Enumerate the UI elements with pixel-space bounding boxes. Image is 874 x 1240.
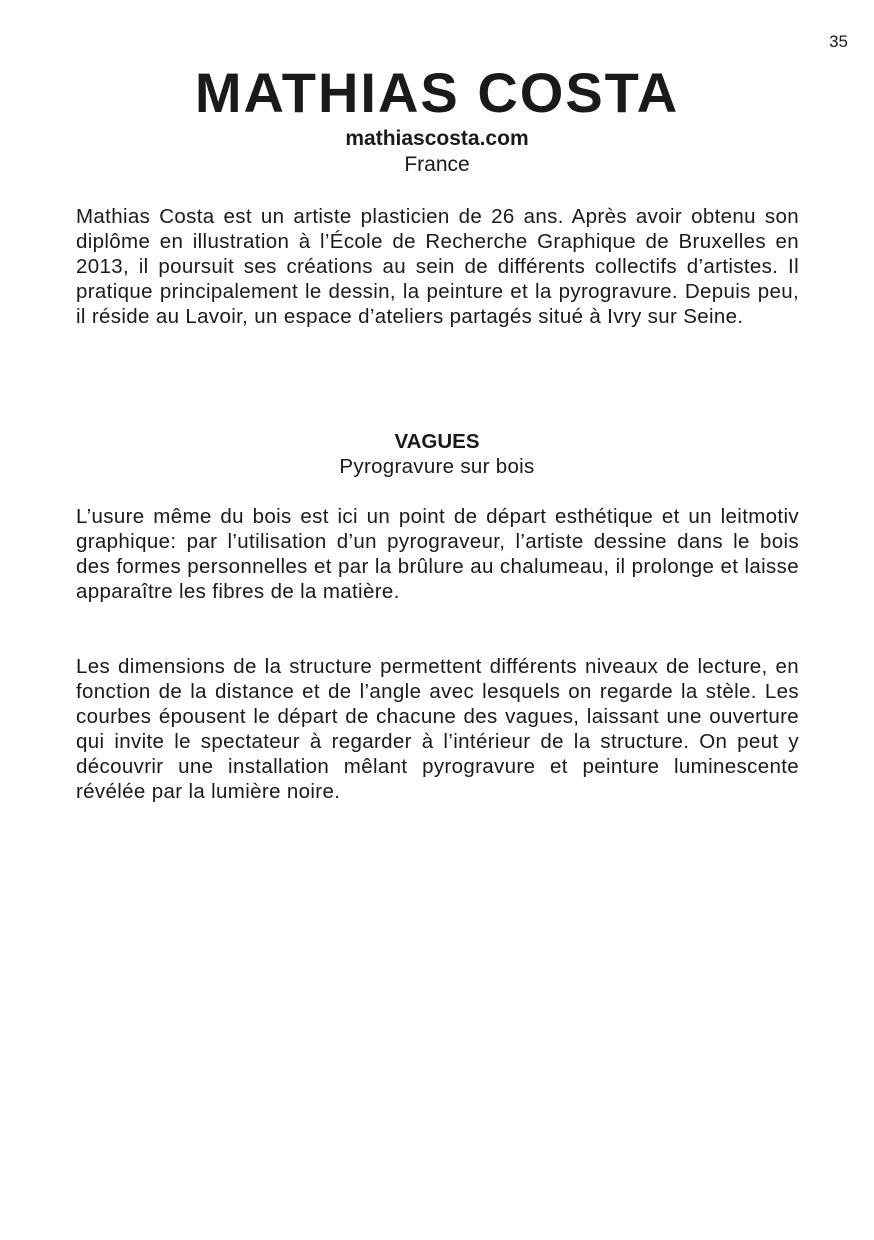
artist-bio: Mathias Costa est un artiste plasticien de 26 ans. Après avoir obtenu son diplôme en illustration à l’École de Recherche Graphique de Bruxelles en 2013, il poursuit ses créations au sein de différents collectifs d’artistes. Il pratique principalement le dessin, la peinture et la pyrogravure. Depuis peu, il réside au Lavoir, un espace d’ateliers partagés situé à Ivry sur Seine.	[76, 205, 799, 328]
artist-name: MATHIAS COSTA	[194, 61, 680, 124]
artist-website: mathiascosta.com	[345, 127, 529, 150]
work-description-paragraph: Les dimensions de la structure permettent différents niveaux de lecture, en fonction de la distance et de l’angle avec lesquels on regarde la stèle. Les courbes épousent le départ de chacune des vagues, laissant une ouverture qui invite le spectateur à regarder à l’intérieur de la structure. On peut y découvrir une installation mêlant pyrogravure et peinture luminescente révélée par la lumière noire.	[76, 655, 799, 803]
artist-country: France	[404, 153, 470, 176]
work-medium: Pyrogravure sur bois	[339, 455, 535, 478]
page-number: 35	[829, 32, 848, 51]
work-description-paragraph: L’usure même du bois est ici un point de départ esthétique et un leitmotiv graphique: par l’utilisation d’un pyrograveur, l’artiste dessine dans le bois des formes personnelles et par la brûlure au chalumeau, il prolonge et laisse apparaître les fibres de la matière.	[76, 505, 799, 603]
work-title: VAGUES	[394, 430, 480, 453]
